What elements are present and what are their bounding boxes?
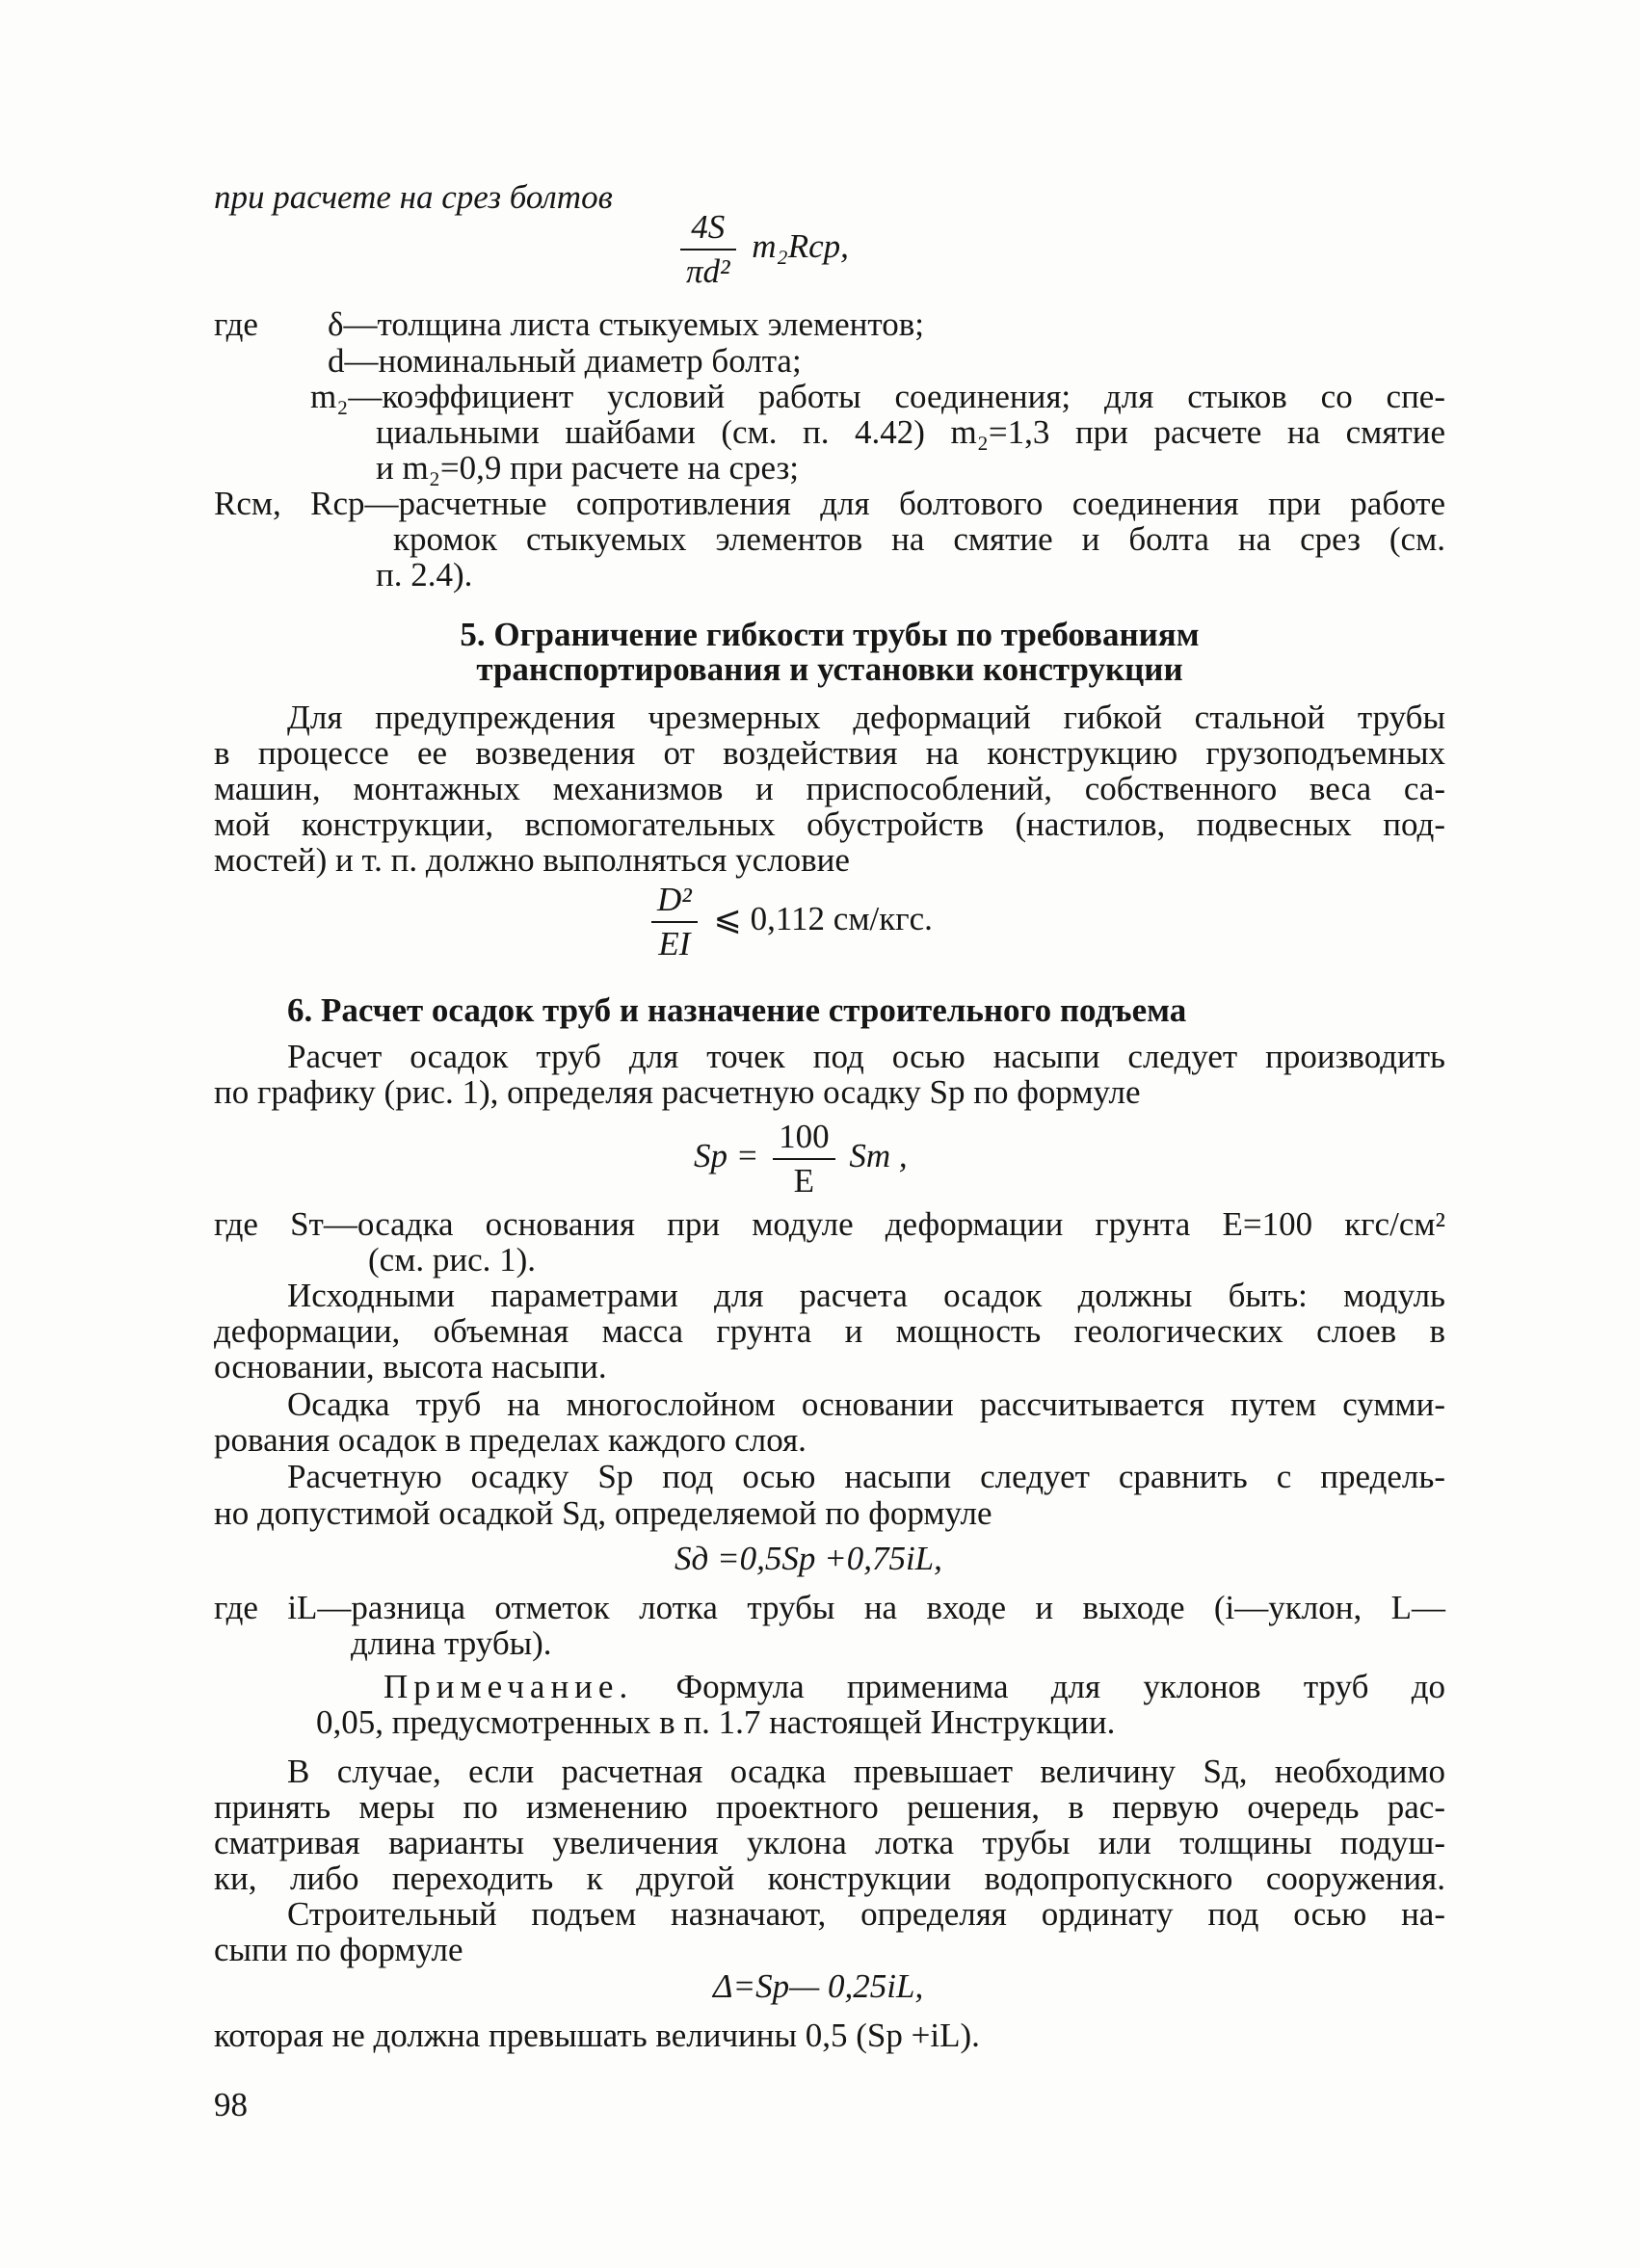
section-6-p2-line2: деформации, объемная масса грунта и мощность геологических слоев в [214, 1312, 1445, 1350]
intro-line: при расчете на срез болтов [214, 178, 613, 216]
formula-settlement: Sр = $\frac{100}{E}$ Sт , [694, 1118, 908, 1200]
definition-m2-line1: m₂—коэффициент условий работы соединения; для стыков со спе- [310, 378, 1445, 415]
fraction: $\frac{4S}{\text{πd²}}$ [680, 208, 736, 291]
section-6-p6-line2: сыпи по формуле [214, 1931, 463, 1968]
where-il-line2: длина трубы). [351, 1624, 552, 1662]
where-st-line1: где Sт—осадка основания при модуле деформации грунта E=100 кгс/см² [214, 1205, 1445, 1243]
section-6-p7: которая не должна превышать величины 0,5 (Sр +iL). [214, 2017, 980, 2054]
section-6-p4-line2: но допустимой осадкой Sд, определяемой по формуле [214, 1494, 992, 1532]
definition-r-line1: Rсм, Rср—расчетные сопротивления для болтового соединения при работе [214, 485, 1445, 522]
where-il-line1: где iL—разница отметок лотка трубы на входе и выходе (i—уклон, L— [214, 1589, 1445, 1626]
where-label: где [214, 305, 258, 343]
fraction: $\frac{100}{E}$ [773, 1118, 835, 1200]
formula-bolt-shear: $\frac{4S}{\text{πd²}}$ m₂Rср, [680, 208, 849, 291]
formula-flexibility: $\frac{\text{D²}}{EI}$ ⩽ 0,112 см/кгс. [651, 881, 933, 963]
page-number: 98 [214, 2086, 248, 2123]
section-5-paragraph-line4: мой конструкции, вспомогательных обустройств (настилов, подвесных под- [214, 805, 1445, 843]
section-6-title: 6. Расчет осадок труб и назначение строительного подъема [287, 991, 1187, 1029]
definition-m2-line2: циальными шайбами (см. п. 4.42) m₂=1,3 при расчете на смятие [376, 413, 1445, 451]
where-st-line2: (см. рис. 1). [368, 1241, 537, 1279]
formula-camber: Δ=Sр— 0,25iL, [713, 1967, 924, 2005]
section-5-paragraph-line3: машин, монтажных механизмов и приспособлений, собственного веса са- [214, 770, 1445, 807]
section-6-p1-line2: по графику (рис. 1), определяя расчетную осадку Sр по формуле [214, 1073, 1141, 1111]
section-5-title-line1: 5. Ограничение гибкости трубы по требованиям [460, 616, 1200, 653]
section-6-p1-line1: Расчет осадок труб для точек под осью насыпи следует производить [287, 1038, 1445, 1075]
section-5-paragraph-line5: мостей) и т. п. должно выполняться условие [214, 841, 850, 879]
fraction: $\frac{\text{D²}}{EI}$ [651, 881, 698, 963]
section-6-p5-line4: ки, либо переходить к другой конструкции водопропускного сооружения. [214, 1859, 1445, 1897]
note-label: Примечание. [384, 1668, 634, 1705]
section-6-p5-line3: сматривая варианты увеличения уклона лотка трубы или толщины подуш- [214, 1824, 1445, 1861]
note-text: Формула применима для уклонов труб до [675, 1668, 1445, 1705]
section-5-title-line2: транспортирования и установки конструкции [476, 650, 1183, 688]
section-6-p5-line2: принять меры по изменению проектного решения, в первую очередь рас- [214, 1788, 1445, 1826]
section-6-p3-line2: рования осадок в пределах каждого слоя. [214, 1421, 807, 1459]
note-line2: 0,05, предусмотренных в п. 1.7 настоящей Инструкции. [316, 1703, 1116, 1741]
section-6-p5-line1: В случае, если расчетная осадка превышает величину Sд, необходимо [287, 1753, 1445, 1790]
section-5-paragraph-line2: в процессе ее возведения от воздействия на конструкцию грузоподъемных [214, 734, 1445, 772]
section-5-paragraph-line1: Для предупреждения чрезмерных деформаций гибкой стальной трубы [287, 699, 1445, 736]
section-6-p4-line1: Расчетную осадку Sр под осью насыпи следует сравнить с предель- [287, 1458, 1445, 1495]
definition-d: d—номинальный диаметр болта; [328, 342, 802, 380]
note-line1 [384, 1669, 1445, 1705]
section-6-p2-line3: основании, высота насыпи. [214, 1348, 607, 1385]
definition-r-line2: кромок стыкуемых элементов на смятие и болта на срез (см. [393, 520, 1445, 558]
section-6-p6-line1: Строительный подъем назначают, определяя ординату под осью на- [287, 1895, 1445, 1933]
section-6-p3-line1: Осадка труб на многослойном основании рассчитывается путем сумми- [287, 1385, 1445, 1423]
formula-allowable-settlement: Sд =0,5Sр +0,75iL, [675, 1540, 942, 1577]
section-6-p2-line1: Исходными параметрами для расчета осадок должны быть: модуль [287, 1277, 1445, 1314]
definition-r-line3: п. 2.4). [376, 556, 473, 593]
definition-m2-line3: и m₂=0,9 при расчете на срез; [376, 449, 800, 487]
definition-delta: δ—толщина листа стыкуемых элементов; [328, 305, 924, 343]
